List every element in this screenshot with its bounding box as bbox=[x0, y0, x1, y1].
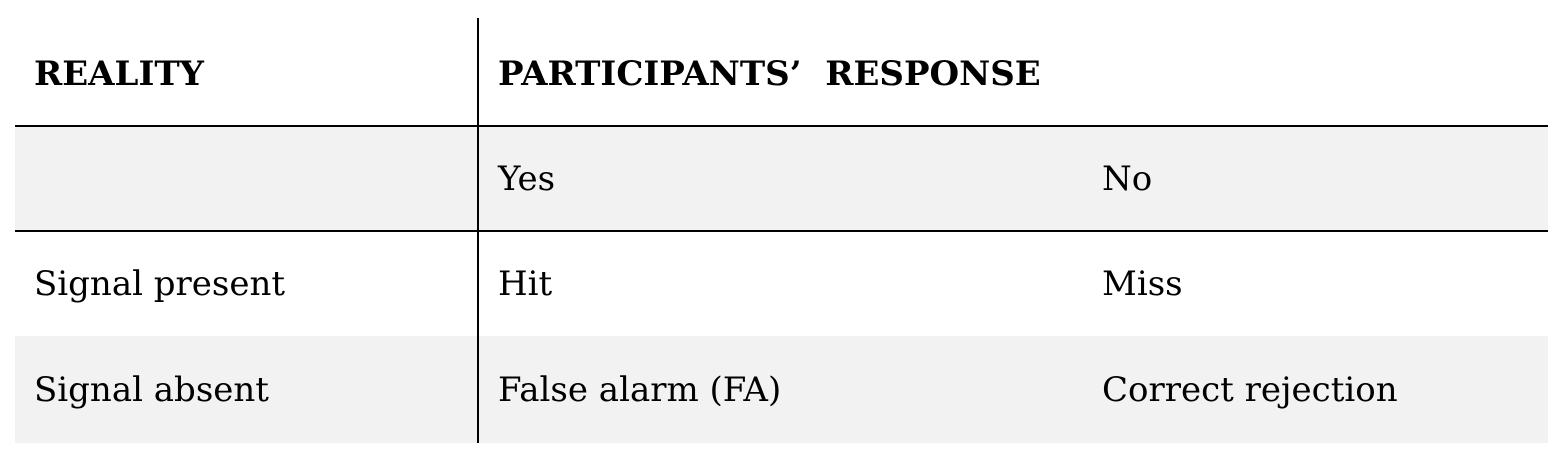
signal-detection-table bbox=[15, 18, 1548, 443]
yes-cell: Hit bbox=[498, 264, 553, 304]
reality-header: REALITY bbox=[34, 54, 204, 94]
table-header-row bbox=[15, 18, 1548, 126]
reality-cell: Signal present bbox=[34, 264, 286, 304]
subheader-divider bbox=[15, 230, 1548, 232]
table-row bbox=[15, 232, 1548, 336]
participants-response-header: PARTICIPANTS’ RESPONSE bbox=[498, 54, 1041, 94]
no-column-label: No bbox=[1102, 159, 1153, 199]
no-cell: Correct rejection bbox=[1102, 369, 1398, 410]
table-row bbox=[15, 336, 1548, 443]
yes-cell: False alarm (FA) bbox=[498, 369, 782, 410]
header-divider bbox=[15, 125, 1548, 127]
reality-cell: Signal absent bbox=[34, 369, 269, 410]
yes-column-label: Yes bbox=[498, 159, 556, 199]
response-options-row bbox=[15, 126, 1548, 232]
no-cell: Miss bbox=[1102, 264, 1183, 304]
column-divider bbox=[477, 18, 479, 443]
